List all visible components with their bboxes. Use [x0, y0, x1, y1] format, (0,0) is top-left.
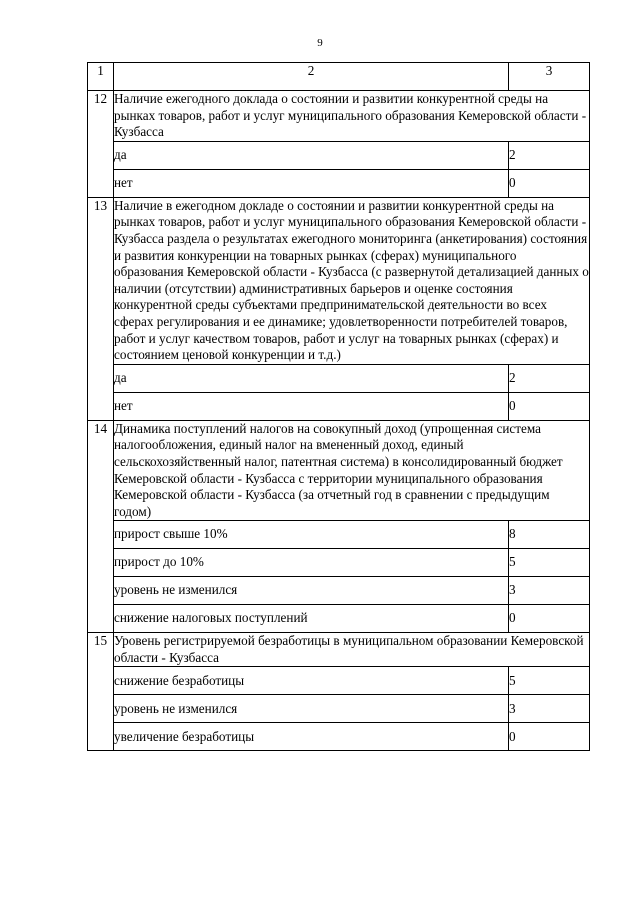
criterion-row [88, 91, 590, 142]
option-row [88, 549, 590, 577]
criterion-row [88, 420, 590, 521]
option-label: нет [114, 392, 509, 420]
option-label: да [114, 141, 509, 169]
option-score: 3 [509, 695, 590, 723]
column-header: 1 [88, 63, 114, 91]
option-score: 0 [509, 723, 590, 751]
criterion-number: 13 [88, 197, 114, 420]
option-label: увеличение безработицы [114, 723, 509, 751]
option-row [88, 364, 590, 392]
option-row [88, 577, 590, 605]
option-row [88, 392, 590, 420]
column-header: 2 [114, 63, 509, 91]
option-score: 2 [509, 364, 590, 392]
criterion-text: Динамика поступлений налогов на совокупный доход (упрощенная система налогообложения, единый налог на вмененный доход, единый сельскохозяйственный налог, патентная система) в консолидированный бюджет Кемеровской области - Кузбасса с территории муниципального образования Кемеровской области - Кузбасса (за отчетный год в сравнении с предыдущим годом) [114, 420, 590, 521]
option-label: прирост свыше 10% [114, 521, 509, 549]
option-score: 5 [509, 667, 590, 695]
option-score: 3 [509, 577, 590, 605]
option-score: 2 [509, 141, 590, 169]
option-row [88, 723, 590, 751]
option-label: прирост до 10% [114, 549, 509, 577]
option-score: 5 [509, 549, 590, 577]
option-score: 0 [509, 392, 590, 420]
criterion-row [88, 197, 590, 364]
option-label: снижение налоговых поступлений [114, 605, 509, 633]
option-label: уровень не изменился [114, 577, 509, 605]
criteria-table [87, 62, 590, 751]
option-label: уровень не изменился [114, 695, 509, 723]
criterion-text: Наличие в ежегодном докладе о состоянии и развитии конкурентной среды на рынках товаров, работ и услуг муниципального образования Кемеровской области - Кузбасса раздела о результатах ежегодного мониторинга (анкетирования) состояния и развития конкуренции на товарных рынках (сферах) муниципального образования Кемеровской области - Кузбасса (с развернутой детализацией данных о наличии (отсутствии) административных барьеров и оценке состояния конкурентной среды субъектами предпринимательской деятельности во всех сферах регулирования и ее динамике; удовлетворенности потребителей товаров, работ и услуг качеством товаров, работ и услуг на товарных рынках (сферах) и состоянием ценовой конкуренции и т.д.) [114, 197, 590, 364]
option-score: 0 [509, 605, 590, 633]
criterion-number: 14 [88, 420, 114, 633]
option-label: нет [114, 169, 509, 197]
criterion-text: Наличие ежегодного доклада о состоянии и развитии конкурентной среды на рынках товаров, работ и услуг муниципального образования Кемеровской области - Кузбасса [114, 91, 590, 142]
criterion-number: 12 [88, 91, 114, 198]
option-row [88, 695, 590, 723]
option-score: 8 [509, 521, 590, 549]
page-number: 9 [317, 37, 323, 49]
criterion-number: 15 [88, 633, 114, 751]
option-row [88, 605, 590, 633]
option-row [88, 169, 590, 197]
criterion-row [88, 633, 590, 667]
column-header: 3 [509, 63, 590, 91]
option-row [88, 141, 590, 169]
option-row [88, 667, 590, 695]
option-label: да [114, 364, 509, 392]
option-label: снижение безработицы [114, 667, 509, 695]
criterion-text: Уровень регистрируемой безработицы в муниципальном образовании Кемеровской области - Кузбасса [114, 633, 590, 667]
option-score: 0 [509, 169, 590, 197]
table-header-row [88, 63, 590, 91]
option-row [88, 521, 590, 549]
